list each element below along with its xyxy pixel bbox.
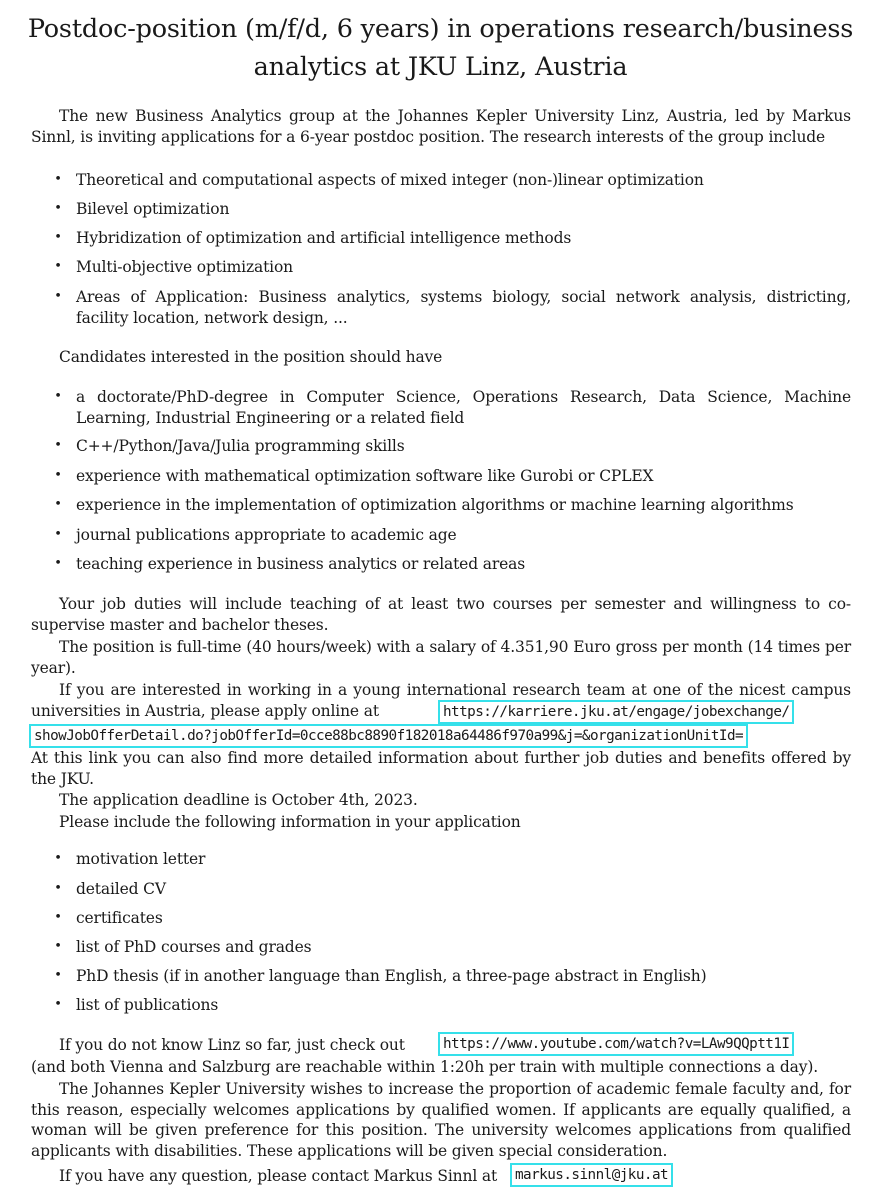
intro-paragraph: The new Business Analytics group at the Johannes Kepler University Linz, Austria, led by Markus Sinnl, is inviting applications for a 6-year postdoc position. The research interests of the group include bbox=[31, 107, 851, 146]
bullet-icon: • bbox=[54, 851, 62, 866]
list-item: • Theoretical and computational aspects of mixed integer (non-)linear optimization bbox=[54, 171, 704, 189]
bullet-icon: • bbox=[54, 997, 62, 1012]
page-title bbox=[20, 10, 861, 86]
list-item: • teaching experience in business analytics or related areas bbox=[54, 555, 526, 573]
contact-text: If you have any question, please contact Markus Sinnl at bbox=[59, 1167, 498, 1185]
list-item: • Bilevel optimization bbox=[54, 200, 230, 218]
fulltime-paragraph: The position is full-time (40 hours/week) with a salary of 4.351,90 Euro gross per month (14 times per year). bbox=[31, 638, 851, 677]
apply-after-text: At this link you can also find more detailed information about further job duties and benefits offered by the JKU. bbox=[31, 749, 851, 788]
list-item: • C++/Python/Java/Julia programming skills bbox=[54, 437, 405, 455]
list-item: • list of publications bbox=[54, 996, 219, 1014]
list-item: • list of PhD courses and grades bbox=[54, 938, 312, 956]
list-item: • detailed CV bbox=[54, 880, 166, 898]
bullet-icon: • bbox=[54, 881, 62, 896]
list-item: • PhD thesis (if in another language than English, a three-page abstract in English) bbox=[54, 967, 707, 985]
bullet-icon: • bbox=[54, 497, 62, 512]
apply-link-line-2[interactable]: showJobOfferDetail.do?jobOfferId=0cce88bc8890f182018a64486f970a99&j=&organizationUnitId= bbox=[29, 724, 748, 748]
list-item: • Multi-objective optimization bbox=[54, 258, 293, 276]
bullet-icon: • bbox=[54, 201, 62, 216]
linz-video-link[interactable]: https://www.youtube.com/watch?v=LAw9QQptt1I bbox=[438, 1032, 794, 1056]
bullet-icon: • bbox=[54, 910, 62, 925]
deadline-text: The application deadline is October 4th, 2023. bbox=[59, 791, 418, 809]
bullet-icon: • bbox=[54, 939, 62, 954]
bullet-icon: • bbox=[54, 289, 62, 304]
linz-text: If you do not know Linz so far, just check out bbox=[59, 1036, 405, 1054]
bullet-icon: • bbox=[54, 968, 62, 983]
bullet-icon: • bbox=[54, 172, 62, 187]
list-item: • motivation letter bbox=[54, 850, 206, 868]
list-item: • experience with mathematical optimization software like Gurobi or CPLEX bbox=[54, 467, 654, 485]
list-item: • certificates bbox=[54, 909, 163, 927]
bullet-icon: • bbox=[54, 556, 62, 571]
bullet-icon: • bbox=[54, 468, 62, 483]
contact-email-link[interactable]: markus.sinnl@jku.at bbox=[510, 1163, 673, 1187]
list-item: • a doctorate/PhD-degree in Computer Science, Operations Research, Data Science, Machine Learning, Industrial Engineering or a related field bbox=[54, 388, 851, 427]
bullet-icon: • bbox=[54, 438, 62, 453]
linz-after-text: (and both Vienna and Salzburg are reachable within 1:20h per train with multiple connections a day). bbox=[31, 1058, 819, 1076]
list-item: • Hybridization of optimization and artificial intelligence methods bbox=[54, 229, 572, 247]
equality-paragraph: The Johannes Kepler University wishes to increase the proportion of academic female faculty and, for this reason, especially welcomes applications by qualified women. If applicants are equally qualified, a woman will be given preference for this position. The university welcomes applications from qualified applicants with disabilities. These applications will be given special consideration. bbox=[31, 1080, 851, 1160]
bullet-icon: • bbox=[54, 259, 62, 274]
apply-text: If you are interested in working in a young international research team at one of the nicest campus universities in Austria, please apply online at bbox=[31, 681, 851, 720]
bullet-icon: • bbox=[54, 527, 62, 542]
include-intro: Please include the following information in your application bbox=[59, 813, 521, 831]
bullet-icon: • bbox=[54, 389, 62, 404]
list-item: • journal publications appropriate to academic age bbox=[54, 526, 457, 544]
list-item: • experience in the implementation of optimization algorithms or machine learning algorithms bbox=[54, 496, 794, 514]
title-line-1: Postdoc-position (m/f/d, 6 years) in operations research/business bbox=[27, 14, 854, 44]
apply-link-line-1[interactable]: https://karriere.jku.at/engage/jobexchange/ bbox=[438, 700, 794, 724]
list-item: • Areas of Application: Business analytics, systems biology, social network analysis, districting, facility location, network design, ... bbox=[54, 288, 851, 327]
bullet-icon: • bbox=[54, 230, 62, 245]
candidates-intro: Candidates interested in the position should have bbox=[59, 348, 443, 366]
title-line-2: analytics at JKU Linz, Austria bbox=[253, 52, 628, 82]
duties-paragraph: Your job duties will include teaching of at least two courses per semester and willingness to co-supervise master and bachelor theses. bbox=[31, 595, 851, 634]
